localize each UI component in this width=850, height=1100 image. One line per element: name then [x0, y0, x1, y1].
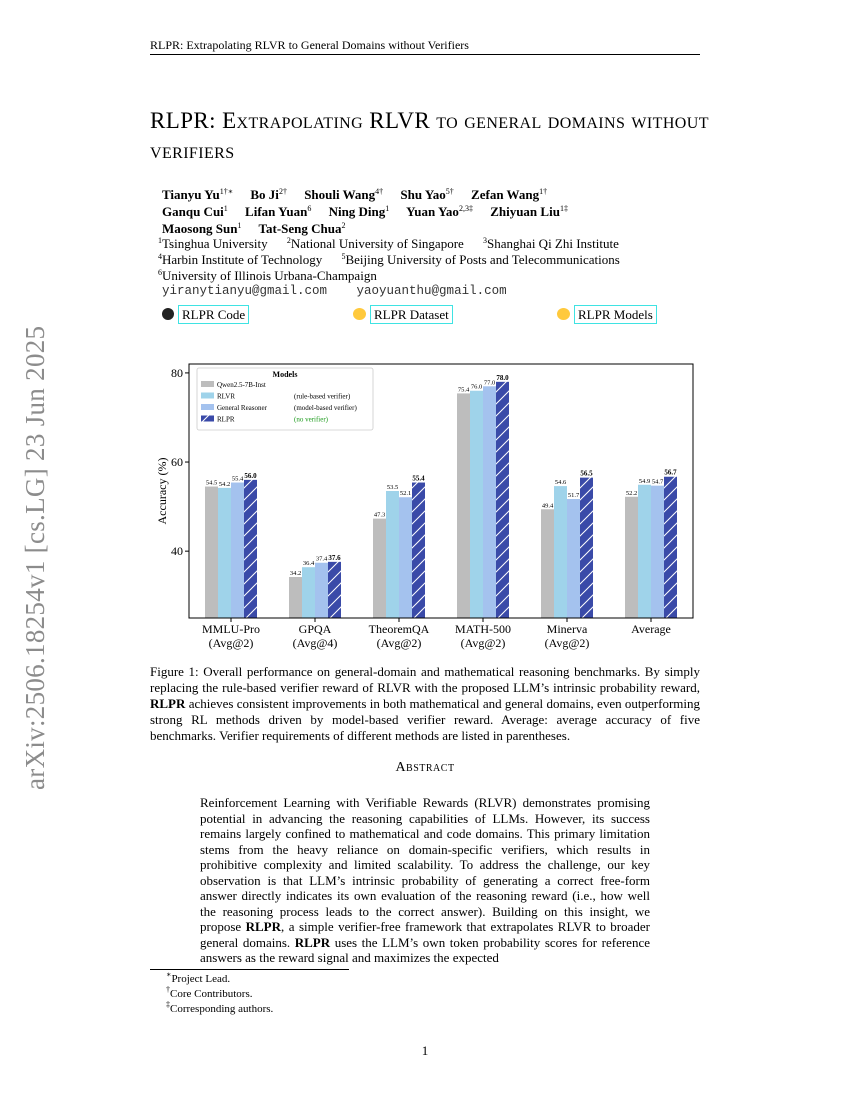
author: Lifan Yuan$^6$ — [245, 204, 312, 219]
bar-value-label: 49.4 — [541, 502, 554, 510]
bar-rlpr — [328, 562, 341, 618]
x-tick-label: GPQA — [298, 622, 332, 636]
bar-value-label: 54.2 — [218, 480, 231, 488]
affiliation: $^6$University of Illinois Urbana-Champaign — [158, 268, 377, 283]
bar-value-label: 76.0 — [470, 383, 483, 391]
legend-series-name: General Reasoner — [217, 404, 267, 412]
bar-value-label: 34.2 — [289, 570, 302, 578]
bar-value-label: 78.0 — [496, 373, 509, 382]
bar-rlvr — [218, 488, 231, 618]
x-tick-sublabel: (Avg@2) — [376, 636, 422, 650]
bar-value-label: 54.7 — [651, 478, 664, 486]
figure-label: Figure 1: — [150, 664, 199, 679]
bar-value-label: 75.4 — [457, 386, 470, 394]
models-link-label[interactable]: RLPR Models — [574, 305, 657, 324]
bar-general-reasoner — [651, 486, 664, 618]
bar-value-label: 53.5 — [386, 484, 399, 491]
caption-method-name: RLPR — [150, 696, 186, 711]
legend-swatch — [201, 393, 214, 399]
bar-value-label: 37.4 — [315, 555, 328, 563]
abstract-heading: Abstract — [395, 760, 455, 775]
author: Shu Yao$^{5\dagger}$ — [400, 187, 454, 202]
author: Yuan Yao$^{2,3\ddagger}$ — [406, 204, 473, 219]
bar-value-label: 55.4 — [412, 474, 425, 483]
bar-value-label: 47.3 — [373, 511, 386, 519]
x-tick-sublabel: (Avg@4) — [292, 636, 338, 650]
bar-value-label: 56.0 — [244, 471, 257, 480]
caption-text: Overall performance on general-domain and mathematical reasoning benchmarks. By simply replacing the rule-based verifier reward of RLVR with the proposed LLM’s intrinsic probability reward, — [150, 664, 700, 695]
email-link[interactable]: yiranytianyu@gmail.com — [162, 284, 328, 298]
author: Tat-Seng Chua$^2$ — [258, 221, 346, 236]
footnote-rule — [150, 969, 349, 970]
bar-qwen2-5-7b-inst — [457, 393, 470, 618]
y-tick-label: 80 — [171, 365, 183, 380]
footnote: ∗Project Lead. — [166, 970, 231, 985]
x-tick-sublabel: (Avg@2) — [208, 636, 254, 650]
legend-series-note: (rule-based verifier) — [294, 392, 351, 401]
x-tick-label: TheoremQA — [368, 622, 430, 636]
affiliation: $^2$National University of Singapore — [286, 236, 464, 251]
bar-rlpr — [244, 480, 257, 618]
caption-text: achieves consistent improvements in both mathematical and general domains, even outperforming strong RL methods driven by model-based verifier reward. Average: average accuracy of five benchmarks. Verifier requirements of different methods are listed in parentheses. — [150, 696, 700, 743]
author: Zhiyuan Liu$^{1\ddagger}$ — [490, 204, 568, 219]
code-link-label[interactable]: RLPR Code — [178, 305, 249, 324]
legend-swatch — [201, 404, 214, 410]
bar-value-label: 56.7 — [664, 468, 677, 477]
running-head: RLPR: Extrapolating RLVR to General Domains without Verifiers — [150, 38, 469, 52]
arxiv-stamp: arXiv:2506.18254v1 [cs.LG] 23 Jun 2025 — [20, 325, 50, 790]
legend-series-name: RLVR — [217, 392, 236, 401]
bar-qwen2-5-7b-inst — [373, 519, 386, 618]
bar-value-label: 52.2 — [625, 489, 638, 497]
legend-series-name: RLPR — [217, 415, 235, 424]
email-link[interactable]: yaoyuanthu@gmail.com — [356, 284, 507, 298]
x-tick-label: Minerva — [546, 622, 588, 636]
author: Ning Ding$^1$ — [328, 204, 390, 219]
paper-title: RLPR: Extrapolating RLVR to general domains without verifiers — [150, 108, 709, 163]
abstract-body: Reinforcement Learning with Verifiable Rewards (RLVR) demonstrates promising potential in advancing the reasoning capabilities of LLMs. However, its success remains largely confined to mathematical and code domains. This primary limitation stems from the heavy reliance on domain-specific verifiers, which results in prohibitive complexity and limited scalability. To address the challenge, our key observation is that LLM’s intrinsic probability of generating a correct free-form answer directly indicates its own evaluation of the reasoning reward (i.e., how well the reasoning process leads to the correct answer). Building on this insight, we propose RLPR, a simple verifier-free framework that extrapolates RLVR to broader general domains. RLPR uses the LLM’s own token probability scores for reference answers as the reward signal and maximizes the expected — [200, 795, 650, 965]
legend-swatch — [201, 416, 214, 422]
bar-value-label: 54.6 — [554, 479, 567, 487]
footnote: ‡Corresponding authors. — [166, 1000, 274, 1015]
legend-swatch — [201, 381, 214, 387]
bar-value-label: 56.5 — [580, 469, 593, 478]
author: Tianyu $Yu^{1\dagger∗}$ — [162, 187, 234, 202]
bar-rlpr — [412, 483, 425, 618]
bar-general-reasoner — [399, 497, 412, 618]
x-tick-label: MMLU-Pro — [201, 622, 261, 636]
bar-general-reasoner — [483, 386, 496, 618]
affiliation: $^5$Beijing University of Posts and Telecommunications — [341, 252, 620, 267]
affiliation: $^1$Tsinghua University — [158, 236, 268, 251]
bar-rlvr — [554, 486, 567, 618]
legend-series-name: Qwen2.5-7B-Inst — [217, 381, 266, 389]
x-tick-sublabel: (Avg@2) — [544, 636, 590, 650]
bar-rlpr — [496, 382, 509, 618]
x-tick-sublabel: (Avg@2) — [460, 636, 506, 650]
affiliation: $^4$Harbin Institute of Technology — [158, 252, 323, 267]
author: Bo $Ji^{2\dagger}$ — [250, 187, 287, 202]
bar-value-label: 54.5 — [205, 479, 218, 487]
bar-rlvr — [638, 485, 651, 618]
affiliation: $^3$Shanghai Qi Zhi Institute — [483, 236, 619, 251]
bar-qwen2-5-7b-inst — [205, 487, 218, 618]
bar-general-reasoner — [567, 499, 580, 618]
footnote: †Core Contributors. — [166, 985, 253, 1000]
bar-value-label: 37.6 — [328, 553, 341, 562]
bar-general-reasoner — [231, 483, 244, 618]
author: Maosong Sun$^1$ — [162, 221, 242, 236]
footnotes — [166, 972, 273, 1017]
bar-qwen2-5-7b-inst — [541, 509, 554, 618]
legend-series-note: (no verifier) — [294, 415, 329, 424]
y-tick-label: 60 — [171, 455, 183, 470]
bar-value-label: 55.4 — [231, 475, 244, 483]
legend-series-note: (model-based verifier) — [294, 404, 357, 412]
y-tick-label: 40 — [171, 544, 183, 559]
page-number: 1 — [421, 1043, 429, 1058]
author: Shouli Wang$^{4\dagger}$ — [304, 187, 384, 202]
bar-value-label: 51.7 — [567, 492, 580, 500]
bar-rlvr — [302, 567, 315, 618]
author: Ganqu Cui$^1$ — [162, 204, 228, 219]
bar-rlpr — [664, 477, 677, 618]
bar-value-label: 36.4 — [302, 560, 315, 568]
x-tick-label: Average — [631, 622, 671, 636]
bar-qwen2-5-7b-inst — [289, 577, 302, 618]
y-axis-label: Accuracy (%) — [155, 457, 169, 525]
x-tick-label: MATH-500 — [455, 622, 511, 636]
figure-caption — [150, 664, 700, 744]
bar-rlvr — [470, 391, 483, 618]
bar-rlpr — [580, 478, 593, 618]
dataset-link-label[interactable]: RLPR Dataset — [370, 305, 453, 324]
author: Zefan Wang$^{1\dagger}$ — [471, 187, 548, 202]
bar-rlvr — [386, 491, 399, 618]
bar-value-label: 52.1 — [399, 490, 412, 498]
legend-title: Models — [272, 370, 298, 379]
bar-qwen2-5-7b-inst — [625, 497, 638, 618]
chart-legend — [197, 368, 373, 430]
bar-general-reasoner — [315, 563, 328, 618]
bar-value-label: 54.9 — [638, 477, 651, 485]
bar-value-label: 77.0 — [483, 379, 496, 387]
